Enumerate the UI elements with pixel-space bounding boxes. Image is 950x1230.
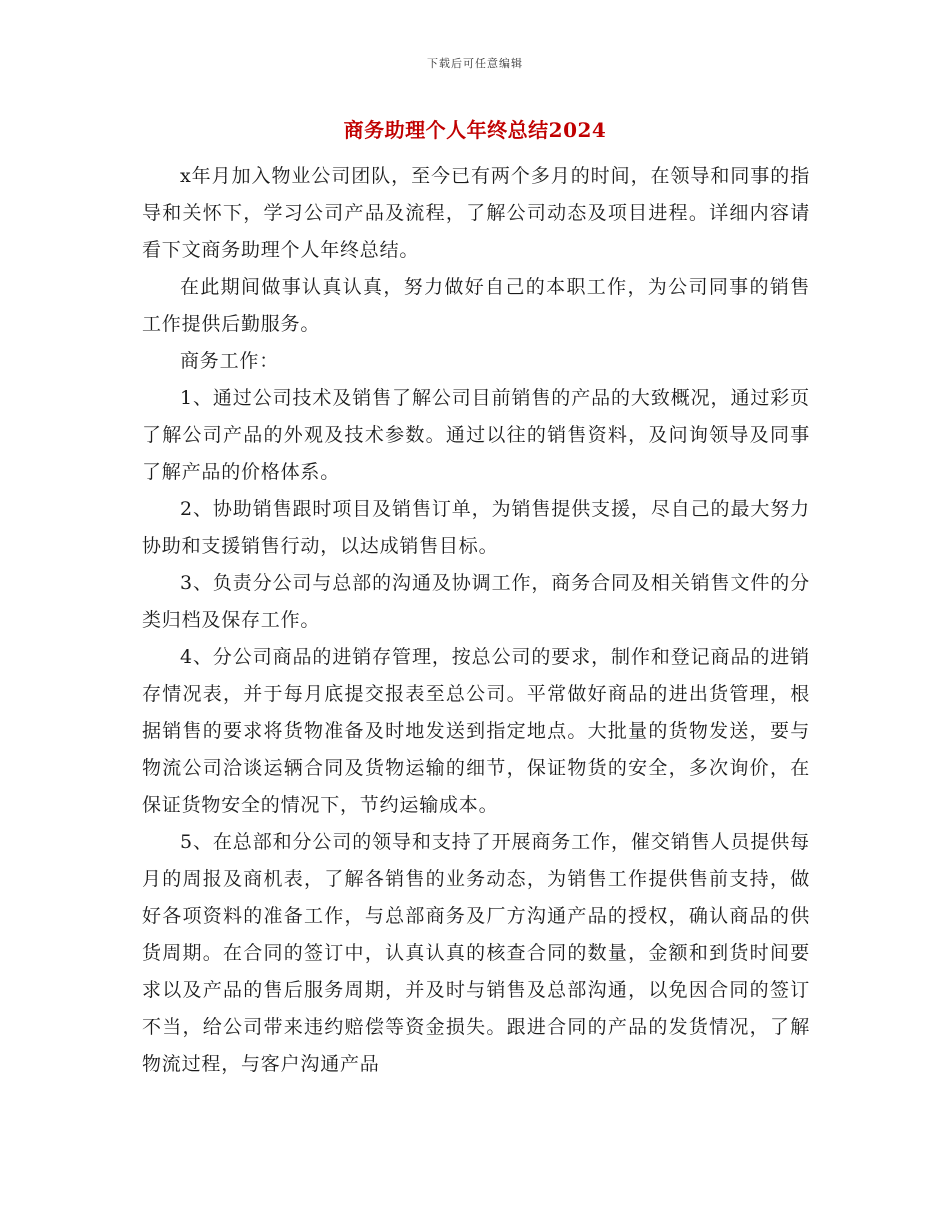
paragraph-item-2: 2、协助销售跟时项目及销售订单，为销售提供支援，尽自己的最大努力协助和支援销售行动，以达成销售目标。 bbox=[142, 498, 810, 557]
paragraph-item-1: 1、通过公司技术及销售了解公司目前销售的产品的大致概况，通过彩页了解公司产品的外观及技术参数。通过以往的销售资料，及问询领导及同事了解产品的价格体系。 bbox=[142, 387, 810, 483]
header-note: 下载后可任意编辑 bbox=[427, 57, 523, 70]
paragraph-duty: 在此期间做事认真认真，努力做好自己的本职工作，为公司同事的销售工作提供后勤服务。 bbox=[142, 276, 810, 335]
paragraph-item-5: 5、在总部和分公司的领导和支持了开展商务工作，催交销售人员提供每月的周报及商机表，了解各销售的业务动态，为销售工作提供售前支持，做好各项资料的准备工作，与总部商务及厂方沟通产品的授权，确认商品的供货周期。在合同的签订中，认真认真的核查合同的数量，金额和到货时间要求以及产品的售后服务周期，并及时与销售及总部沟通，以免因合同的签订不当，给公司带来违约赔偿等资金损失。跟进合同的产品的发货情况，了解物流过程，与客户沟通产品 bbox=[142, 831, 810, 1075]
section-heading-business-work: 商务工作： bbox=[180, 350, 280, 372]
paragraph-item-4: 4、分公司商品的进销存管理，按总公司的要求，制作和登记商品的进销存情况表，并于每月底提交报表至总公司。平常做好商品的进出货管理，根据销售的要求将货物准备及时地发送到指定地点。大批量的货物发送，要与物流公司洽谈运辆合同及货物运输的细节，保证物货的安全，多次询价，在保证货物安全的情况下，节约运输成本。 bbox=[142, 646, 810, 816]
paragraph-item-3: 3、负责分公司与总部的沟通及协调工作，商务合同及相关销售文件的分类归档及保存工作。 bbox=[142, 572, 810, 631]
document-title: 商务助理个人年终总结2024 bbox=[343, 118, 607, 142]
paragraph-intro: x年月加入物业公司团队，至今已有两个多月的时间，在领导和同事的指导和关怀下，学习公司产品及流程，了解公司动态及项目进程。详细内容请看下文商务助理个人年终总结。 bbox=[142, 165, 810, 261]
document-body bbox=[142, 158, 810, 1083]
